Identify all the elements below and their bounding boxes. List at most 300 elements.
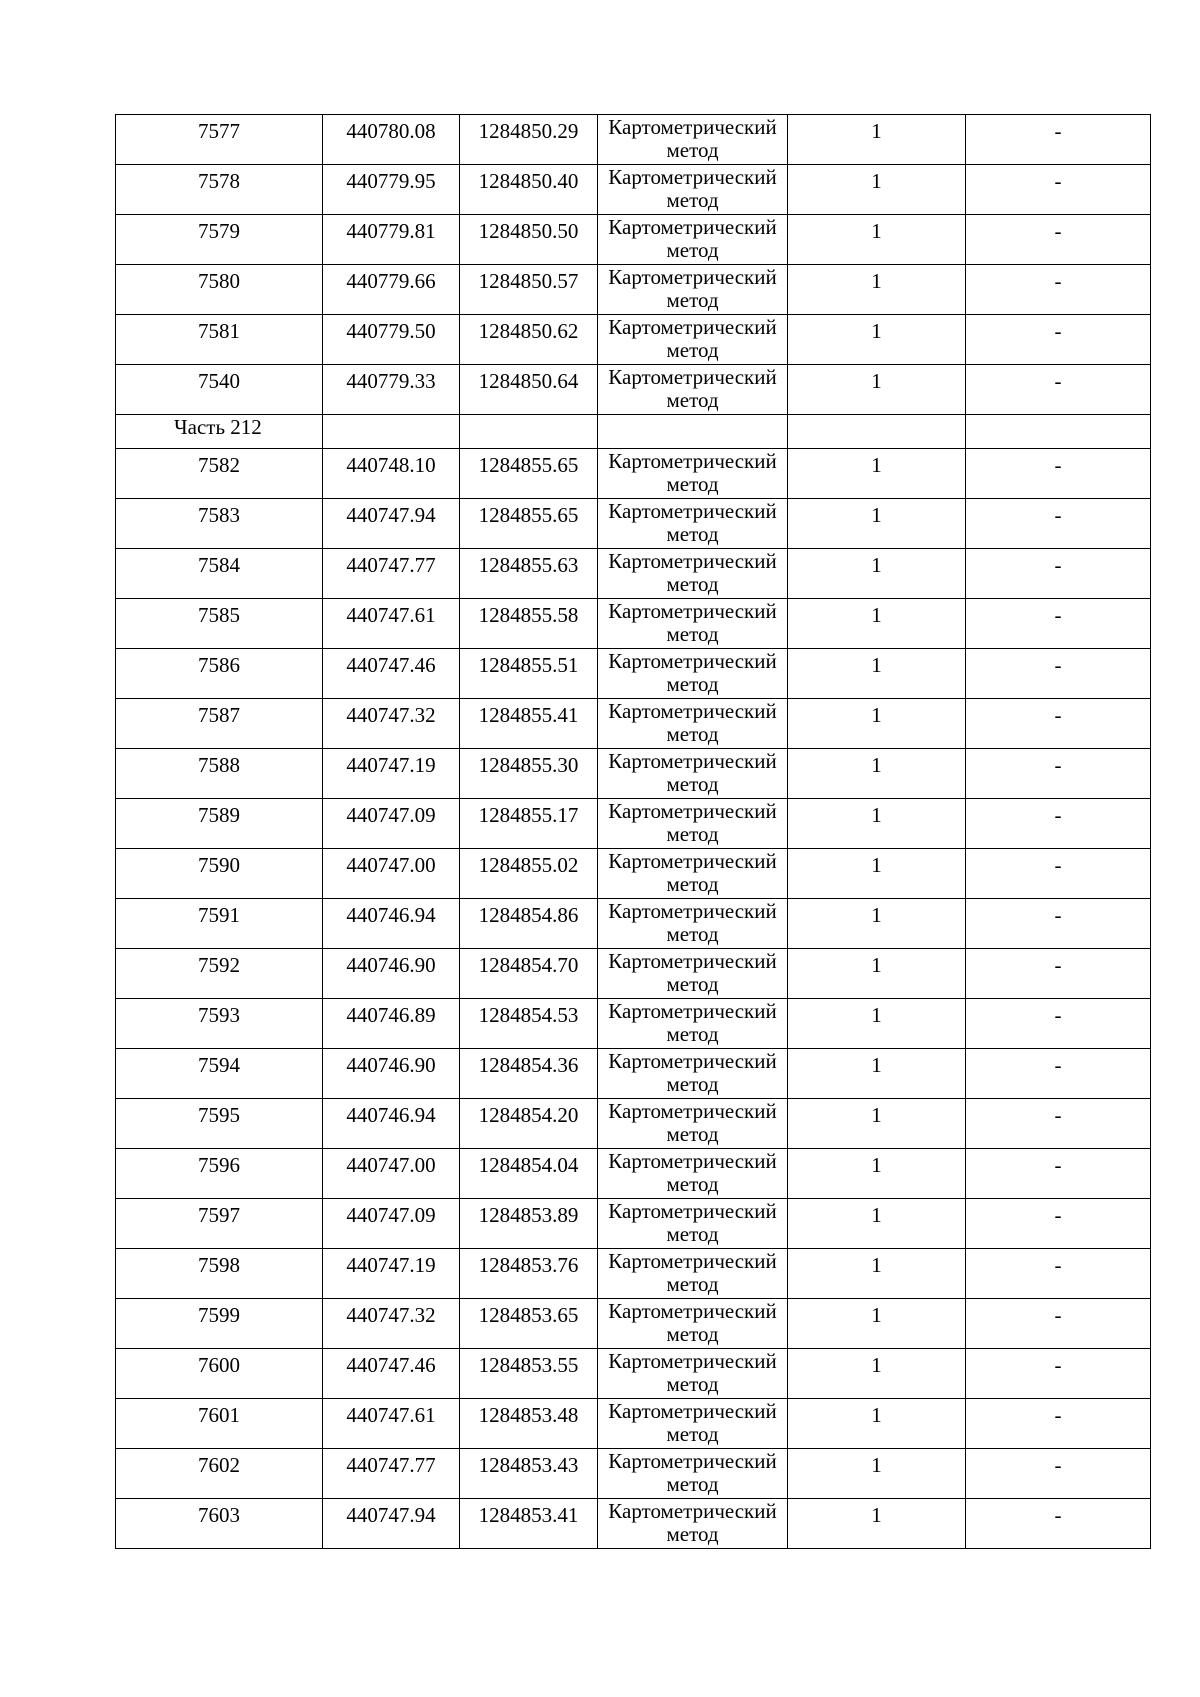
method-line-2: метод — [666, 1322, 719, 1346]
note-text: - — [1054, 169, 1062, 193]
note-text: - — [1054, 1153, 1062, 1177]
point-id-text: 7578 — [198, 169, 240, 193]
note-text: - — [1054, 1303, 1062, 1327]
method-line-2: метод — [666, 388, 719, 412]
x-coordinate-text: 440746.94 — [346, 903, 436, 927]
y-coordinate-cell — [460, 1399, 598, 1449]
method-line-1: Картометрический — [608, 999, 777, 1023]
method-cell — [598, 315, 788, 365]
point-id-text: 7585 — [198, 603, 240, 627]
y-coordinate-cell — [460, 499, 598, 549]
x-coordinate-text: 440779.50 — [346, 319, 436, 343]
method-line-1: Картометрический — [608, 165, 777, 189]
note-text: - — [1054, 503, 1062, 527]
precision-cell — [788, 1099, 966, 1149]
precision-cell — [788, 849, 966, 899]
x-coordinate-text: 440746.89 — [346, 1003, 436, 1027]
x-coordinate-cell — [323, 699, 460, 749]
note-text: - — [1054, 1253, 1062, 1277]
table-row — [116, 215, 1151, 265]
table-row — [116, 165, 1151, 215]
precision-text: 1 — [871, 603, 882, 627]
note-text: - — [1054, 1503, 1062, 1527]
note-text: - — [1054, 119, 1062, 143]
method-cell — [598, 1499, 788, 1549]
y-coordinate-text: 1284850.29 — [478, 119, 579, 143]
x-coordinate-text: 440747.00 — [346, 1153, 436, 1177]
y-coordinate-text: 1284855.51 — [478, 653, 579, 677]
note-text: - — [1054, 1353, 1062, 1377]
method-line-1: Картометрический — [608, 449, 777, 473]
note-cell — [966, 1299, 1151, 1349]
note-cell — [966, 1099, 1151, 1149]
method-text — [598, 1449, 787, 1496]
precision-text: 1 — [871, 1453, 882, 1477]
method-line-2: метод — [666, 138, 719, 162]
note-text: - — [1054, 603, 1062, 627]
y-coordinate-cell — [460, 999, 598, 1049]
method-cell — [598, 1049, 788, 1099]
precision-cell — [788, 549, 966, 599]
point-id-cell — [116, 649, 323, 699]
point-id-cell — [116, 449, 323, 499]
y-coordinate-text: 1284855.63 — [478, 553, 579, 577]
method-cell — [598, 215, 788, 265]
precision-text: 1 — [871, 503, 882, 527]
note-text: - — [1054, 903, 1062, 927]
precision-text: 1 — [871, 1203, 882, 1227]
x-coordinate-cell — [323, 1049, 460, 1099]
method-line-2: метод — [666, 1122, 719, 1146]
empty-cell — [966, 415, 1151, 449]
point-id-cell — [116, 749, 323, 799]
method-text — [598, 649, 787, 696]
point-id-text: 7581 — [198, 319, 240, 343]
point-id-text: 7601 — [198, 1403, 240, 1427]
method-text — [598, 499, 787, 546]
point-id-cell — [116, 1449, 323, 1499]
table-row — [116, 949, 1151, 999]
precision-cell — [788, 115, 966, 165]
note-text: - — [1054, 753, 1062, 777]
method-line-1: Картометрический — [608, 1149, 777, 1173]
method-cell — [598, 115, 788, 165]
x-coordinate-text: 440747.61 — [346, 603, 436, 627]
method-text — [598, 1249, 787, 1296]
method-line-2: метод — [666, 1522, 719, 1546]
note-cell — [966, 1249, 1151, 1299]
method-line-1: Картометрический — [608, 1349, 777, 1373]
section-label-cell — [116, 415, 323, 449]
method-text — [598, 1049, 787, 1096]
table-row — [116, 1099, 1151, 1149]
y-coordinate-cell — [460, 749, 598, 799]
precision-cell — [788, 999, 966, 1049]
x-coordinate-text: 440747.46 — [346, 653, 436, 677]
method-cell — [598, 749, 788, 799]
method-line-1: Картометрический — [608, 1049, 777, 1073]
note-cell — [966, 1199, 1151, 1249]
point-id-text: 7590 — [198, 853, 240, 877]
x-coordinate-text: 440747.94 — [346, 1503, 436, 1527]
precision-text: 1 — [871, 953, 882, 977]
x-coordinate-cell — [323, 165, 460, 215]
precision-cell — [788, 215, 966, 265]
method-line-1: Картометрический — [608, 899, 777, 923]
method-line-1: Картометрический — [608, 365, 777, 389]
y-coordinate-text: 1284853.76 — [478, 1253, 579, 1277]
method-text — [598, 265, 787, 312]
note-text: - — [1054, 703, 1062, 727]
note-cell — [966, 649, 1151, 699]
point-id-cell — [116, 265, 323, 315]
method-text — [598, 1199, 787, 1246]
method-line-2: метод — [666, 972, 719, 996]
x-coordinate-text: 440779.66 — [346, 269, 436, 293]
point-id-cell — [116, 1299, 323, 1349]
y-coordinate-cell — [460, 365, 598, 415]
method-line-1: Картометрический — [608, 1199, 777, 1223]
method-cell — [598, 165, 788, 215]
note-text: - — [1054, 953, 1062, 977]
x-coordinate-cell — [323, 315, 460, 365]
note-cell — [966, 1049, 1151, 1099]
method-text — [598, 1349, 787, 1396]
method-text — [598, 999, 787, 1046]
point-id-cell — [116, 949, 323, 999]
note-text: - — [1054, 1203, 1062, 1227]
y-coordinate-text: 1284855.02 — [478, 853, 579, 877]
note-cell — [966, 499, 1151, 549]
precision-text: 1 — [871, 1303, 882, 1327]
method-cell — [598, 1399, 788, 1449]
y-coordinate-cell — [460, 1299, 598, 1349]
method-line-2: метод — [666, 1022, 719, 1046]
precision-cell — [788, 1499, 966, 1549]
precision-cell — [788, 1049, 966, 1099]
precision-cell — [788, 749, 966, 799]
precision-cell — [788, 1449, 966, 1499]
method-line-1: Картометрический — [608, 549, 777, 573]
x-coordinate-text: 440780.08 — [346, 119, 436, 143]
point-id-text: 7580 — [198, 269, 240, 293]
precision-text: 1 — [871, 1253, 882, 1277]
empty-cell — [323, 415, 460, 449]
y-coordinate-text: 1284853.89 — [478, 1203, 579, 1227]
point-id-text: 7589 — [198, 803, 240, 827]
x-coordinate-cell — [323, 499, 460, 549]
note-cell — [966, 315, 1151, 365]
method-text — [598, 1399, 787, 1446]
x-coordinate-cell — [323, 949, 460, 999]
y-coordinate-cell — [460, 1349, 598, 1399]
method-cell — [598, 799, 788, 849]
y-coordinate-text: 1284855.41 — [478, 703, 579, 727]
x-coordinate-text: 440779.33 — [346, 369, 436, 393]
precision-text: 1 — [871, 853, 882, 877]
note-text: - — [1054, 1003, 1062, 1027]
method-cell — [598, 365, 788, 415]
point-id-cell — [116, 315, 323, 365]
note-cell — [966, 1149, 1151, 1199]
precision-text: 1 — [871, 803, 882, 827]
y-coordinate-cell — [460, 1249, 598, 1299]
precision-cell — [788, 449, 966, 499]
precision-cell — [788, 1299, 966, 1349]
x-coordinate-cell — [323, 799, 460, 849]
table-row — [116, 849, 1151, 899]
empty-cell — [598, 415, 788, 449]
x-coordinate-text: 440779.81 — [346, 219, 436, 243]
method-text — [598, 315, 787, 362]
y-coordinate-text: 1284854.04 — [478, 1153, 579, 1177]
x-coordinate-text: 440747.32 — [346, 1303, 436, 1327]
point-id-text: 7603 — [198, 1503, 240, 1527]
method-text — [598, 849, 787, 896]
method-text — [598, 365, 787, 412]
method-line-2: метод — [666, 1172, 719, 1196]
note-text: - — [1054, 1403, 1062, 1427]
precision-text: 1 — [871, 1053, 882, 1077]
y-coordinate-cell — [460, 1199, 598, 1249]
x-coordinate-cell — [323, 1149, 460, 1199]
y-coordinate-cell — [460, 549, 598, 599]
empty-cell — [460, 415, 598, 449]
table-row — [116, 1299, 1151, 1349]
note-cell — [966, 165, 1151, 215]
precision-text: 1 — [871, 453, 882, 477]
note-cell — [966, 365, 1151, 415]
precision-text: 1 — [871, 903, 882, 927]
point-id-text: 7597 — [198, 1203, 240, 1227]
method-text — [598, 165, 787, 212]
y-coordinate-cell — [460, 1149, 598, 1199]
precision-cell — [788, 699, 966, 749]
method-line-1: Картометрический — [608, 499, 777, 523]
y-coordinate-text: 1284855.58 — [478, 603, 579, 627]
method-cell — [598, 1149, 788, 1199]
method-text — [598, 699, 787, 746]
x-coordinate-text: 440779.95 — [346, 169, 436, 193]
precision-cell — [788, 1399, 966, 1449]
precision-text: 1 — [871, 1153, 882, 1177]
point-id-text: 7584 — [198, 553, 240, 577]
method-line-2: метод — [666, 1472, 719, 1496]
method-line-1: Картометрический — [608, 265, 777, 289]
table-row — [116, 749, 1151, 799]
precision-text: 1 — [871, 1503, 882, 1527]
y-coordinate-text: 1284853.43 — [478, 1453, 579, 1477]
x-coordinate-cell — [323, 1349, 460, 1399]
coordinates-table — [115, 114, 1151, 1549]
note-cell — [966, 699, 1151, 749]
x-coordinate-cell — [323, 1199, 460, 1249]
precision-cell — [788, 649, 966, 699]
x-coordinate-text: 440747.09 — [346, 1203, 436, 1227]
method-line-2: метод — [666, 1372, 719, 1396]
y-coordinate-cell — [460, 1449, 598, 1499]
method-line-2: метод — [666, 472, 719, 496]
coordinates-table-body — [116, 115, 1151, 1549]
x-coordinate-cell — [323, 899, 460, 949]
table-row — [116, 649, 1151, 699]
point-id-cell — [116, 699, 323, 749]
precision-cell — [788, 165, 966, 215]
method-line-1: Картометрический — [608, 315, 777, 339]
method-line-2: метод — [666, 188, 719, 212]
method-line-2: метод — [666, 522, 719, 546]
note-cell — [966, 1349, 1151, 1399]
point-id-cell — [116, 1499, 323, 1549]
x-coordinate-cell — [323, 999, 460, 1049]
table-row — [116, 1199, 1151, 1249]
y-coordinate-text: 1284850.50 — [478, 219, 579, 243]
x-coordinate-cell — [323, 1299, 460, 1349]
precision-text: 1 — [871, 319, 882, 343]
x-coordinate-text: 440746.90 — [346, 953, 436, 977]
table-row — [116, 1049, 1151, 1099]
note-text: - — [1054, 453, 1062, 477]
precision-text: 1 — [871, 703, 882, 727]
precision-text: 1 — [871, 753, 882, 777]
y-coordinate-cell — [460, 849, 598, 899]
y-coordinate-text: 1284854.53 — [478, 1003, 579, 1027]
y-coordinate-cell — [460, 449, 598, 499]
precision-cell — [788, 265, 966, 315]
precision-text: 1 — [871, 269, 882, 293]
note-text: - — [1054, 803, 1062, 827]
method-line-2: метод — [666, 872, 719, 896]
point-id-cell — [116, 1349, 323, 1399]
x-coordinate-cell — [323, 365, 460, 415]
precision-cell — [788, 1249, 966, 1299]
y-coordinate-cell — [460, 265, 598, 315]
method-line-2: метод — [666, 772, 719, 796]
method-cell — [598, 649, 788, 699]
point-id-text: 7592 — [198, 953, 240, 977]
method-line-1: Картометрический — [608, 1249, 777, 1273]
point-id-cell — [116, 599, 323, 649]
point-id-cell — [116, 849, 323, 899]
method-cell — [598, 849, 788, 899]
y-coordinate-text: 1284850.62 — [478, 319, 579, 343]
x-coordinate-text: 440747.46 — [346, 1353, 436, 1377]
method-cell — [598, 899, 788, 949]
precision-text: 1 — [871, 169, 882, 193]
method-cell — [598, 999, 788, 1049]
x-coordinate-text: 440746.90 — [346, 1053, 436, 1077]
point-id-text: 7587 — [198, 703, 240, 727]
note-cell — [966, 899, 1151, 949]
y-coordinate-cell — [460, 799, 598, 849]
y-coordinate-text: 1284853.41 — [478, 1503, 579, 1527]
x-coordinate-text: 440747.77 — [346, 553, 436, 577]
method-line-1: Картометрический — [608, 1399, 777, 1423]
x-coordinate-text: 440747.19 — [346, 753, 436, 777]
precision-text: 1 — [871, 369, 882, 393]
y-coordinate-cell — [460, 115, 598, 165]
method-line-2: метод — [666, 238, 719, 262]
method-line-1: Картометрический — [608, 649, 777, 673]
point-id-text: 7586 — [198, 653, 240, 677]
note-text: - — [1054, 653, 1062, 677]
method-cell — [598, 599, 788, 649]
table-row — [116, 549, 1151, 599]
point-id-text: 7582 — [198, 453, 240, 477]
point-id-cell — [116, 1149, 323, 1199]
y-coordinate-text: 1284853.65 — [478, 1303, 579, 1327]
method-line-1: Картометрический — [608, 115, 777, 139]
method-cell — [598, 1349, 788, 1399]
y-coordinate-cell — [460, 899, 598, 949]
precision-cell — [788, 1349, 966, 1399]
table-row — [116, 1249, 1151, 1299]
precision-cell — [788, 899, 966, 949]
method-cell — [598, 1249, 788, 1299]
precision-text: 1 — [871, 1103, 882, 1127]
precision-cell — [788, 799, 966, 849]
table-row — [116, 999, 1151, 1049]
x-coordinate-cell — [323, 599, 460, 649]
x-coordinate-cell — [323, 749, 460, 799]
y-coordinate-text: 1284855.17 — [478, 803, 579, 827]
y-coordinate-cell — [460, 1099, 598, 1149]
table-row — [116, 1499, 1151, 1549]
precision-text: 1 — [871, 1353, 882, 1377]
x-coordinate-cell — [323, 265, 460, 315]
method-line-2: метод — [666, 288, 719, 312]
method-text — [598, 1099, 787, 1146]
note-cell — [966, 599, 1151, 649]
point-id-cell — [116, 1199, 323, 1249]
method-line-2: метод — [666, 1072, 719, 1096]
method-text — [598, 1299, 787, 1346]
table-row — [116, 599, 1151, 649]
point-id-cell — [116, 799, 323, 849]
method-text — [598, 549, 787, 596]
y-coordinate-text: 1284850.40 — [478, 169, 579, 193]
section-header-row — [116, 415, 1151, 449]
note-cell — [966, 1399, 1151, 1449]
y-coordinate-cell — [460, 1499, 598, 1549]
note-text: - — [1054, 219, 1062, 243]
method-cell — [598, 499, 788, 549]
precision-text: 1 — [871, 1003, 882, 1027]
y-coordinate-cell — [460, 315, 598, 365]
method-cell — [598, 449, 788, 499]
y-coordinate-cell — [460, 215, 598, 265]
table-row — [116, 899, 1151, 949]
y-coordinate-text: 1284850.64 — [478, 369, 579, 393]
method-line-1: Картометрический — [608, 699, 777, 723]
table-row — [116, 265, 1151, 315]
point-id-cell — [116, 1399, 323, 1449]
method-cell — [598, 1449, 788, 1499]
method-line-1: Картометрический — [608, 1299, 777, 1323]
method-text — [598, 215, 787, 262]
point-id-cell — [116, 115, 323, 165]
table-row — [116, 799, 1151, 849]
method-line-1: Картометрический — [608, 599, 777, 623]
x-coordinate-cell — [323, 1499, 460, 1549]
point-id-text: 7598 — [198, 1253, 240, 1277]
y-coordinate-text: 1284850.57 — [478, 269, 579, 293]
y-coordinate-cell — [460, 699, 598, 749]
note-cell — [966, 549, 1151, 599]
point-id-text: 7599 — [198, 1303, 240, 1327]
table-row — [116, 365, 1151, 415]
x-coordinate-cell — [323, 1449, 460, 1499]
